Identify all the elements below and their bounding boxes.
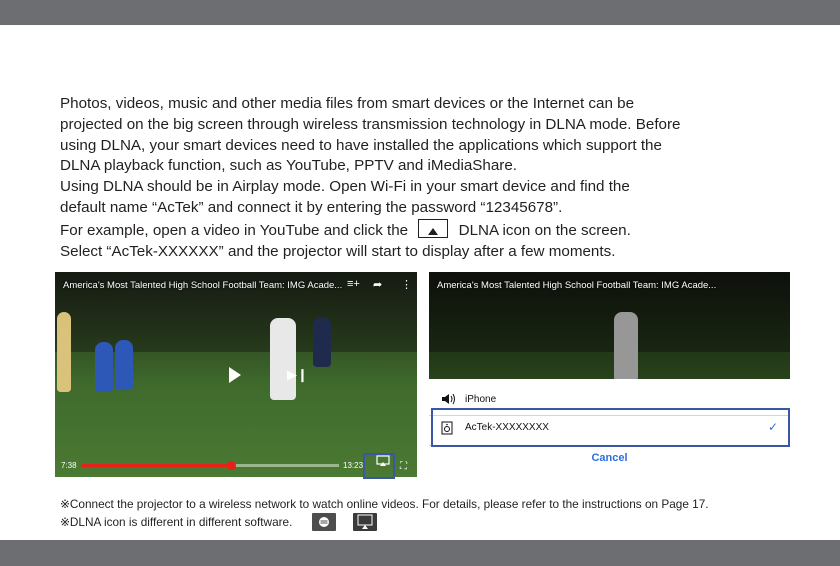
footnote (60, 513, 709, 531)
video-title: America's Most Talented High School Football Team: IMG Acade... (437, 280, 717, 291)
instruction-line: Photos, videos, music and other media files from smart devices or the Internet can be (60, 95, 635, 112)
footnote-text: ※DLNA icon is different in different software. (60, 514, 293, 529)
player-figure (115, 340, 133, 390)
progress-scrubber[interactable] (227, 461, 236, 470)
instructions-paragraph (60, 94, 830, 262)
player-figure (57, 312, 71, 392)
checkmark-icon: ✓ (767, 420, 778, 434)
airplay-icon (418, 219, 448, 238)
example-line (60, 219, 830, 242)
fullscreen-icon[interactable]: ⛶ (400, 461, 407, 472)
device-name: iPhone (465, 394, 497, 405)
device-name: AcTek-XXXXXXXX (465, 422, 549, 433)
instruction-line: Using DLNA should be in Airplay mode. Open Wi-Fi in your smart device and find the (60, 178, 630, 196)
player-figure (95, 342, 113, 392)
example-text-after: DLNA icon on the screen. (458, 221, 631, 239)
instruction-line: using DLNA, your smart devices need to have installed the applications which support the (60, 136, 662, 154)
bottom-band (0, 540, 840, 566)
kicker-figure (270, 318, 296, 400)
progress-fill (81, 464, 231, 467)
tv-cast-icon (353, 513, 377, 531)
video-title: America's Most Talented High School Football Team: IMG Acade... (63, 280, 343, 291)
airplay-highlight-box (363, 453, 395, 479)
play-icon[interactable] (229, 367, 241, 383)
referee-figure (313, 317, 331, 367)
cancel-button[interactable]: Cancel (591, 452, 628, 464)
add-to-queue-icon[interactable]: ≡+ (347, 278, 360, 290)
cast-icon (312, 513, 336, 531)
top-band (0, 0, 840, 25)
footnote: ※Connect the projector to a wireless network to watch online videos. For details, please refer to the instructions on Page 17. (60, 497, 709, 511)
instruction-line: projected on the big screen through wireless transmission technology in DLNA mode. Before (60, 115, 681, 133)
skip-next-icon[interactable]: ▶❙ (287, 367, 308, 382)
example-text-before: For example, open a video in YouTube and click the (60, 221, 409, 239)
select-line: Select “AcTek-XXXXXX” and the projector will start to display after a few moments. (60, 242, 616, 260)
more-icon[interactable]: ⋮ (401, 279, 412, 291)
instruction-line: DLNA playback function, such as YouTube, PPTV and iMediaShare. (60, 157, 518, 175)
duration-time: 13:23 (343, 461, 364, 470)
footnotes (60, 497, 709, 531)
youtube-player-screenshot (55, 272, 417, 477)
instruction-line: default name “AcTek” and connect it by entering the password “12345678”. (60, 198, 563, 216)
progress-bar[interactable] (81, 464, 339, 467)
actek-highlight-box (431, 408, 790, 447)
elapsed-time: 7:38 (61, 461, 77, 470)
share-icon[interactable]: ➦ (373, 279, 383, 291)
speaker-icon (441, 393, 457, 408)
